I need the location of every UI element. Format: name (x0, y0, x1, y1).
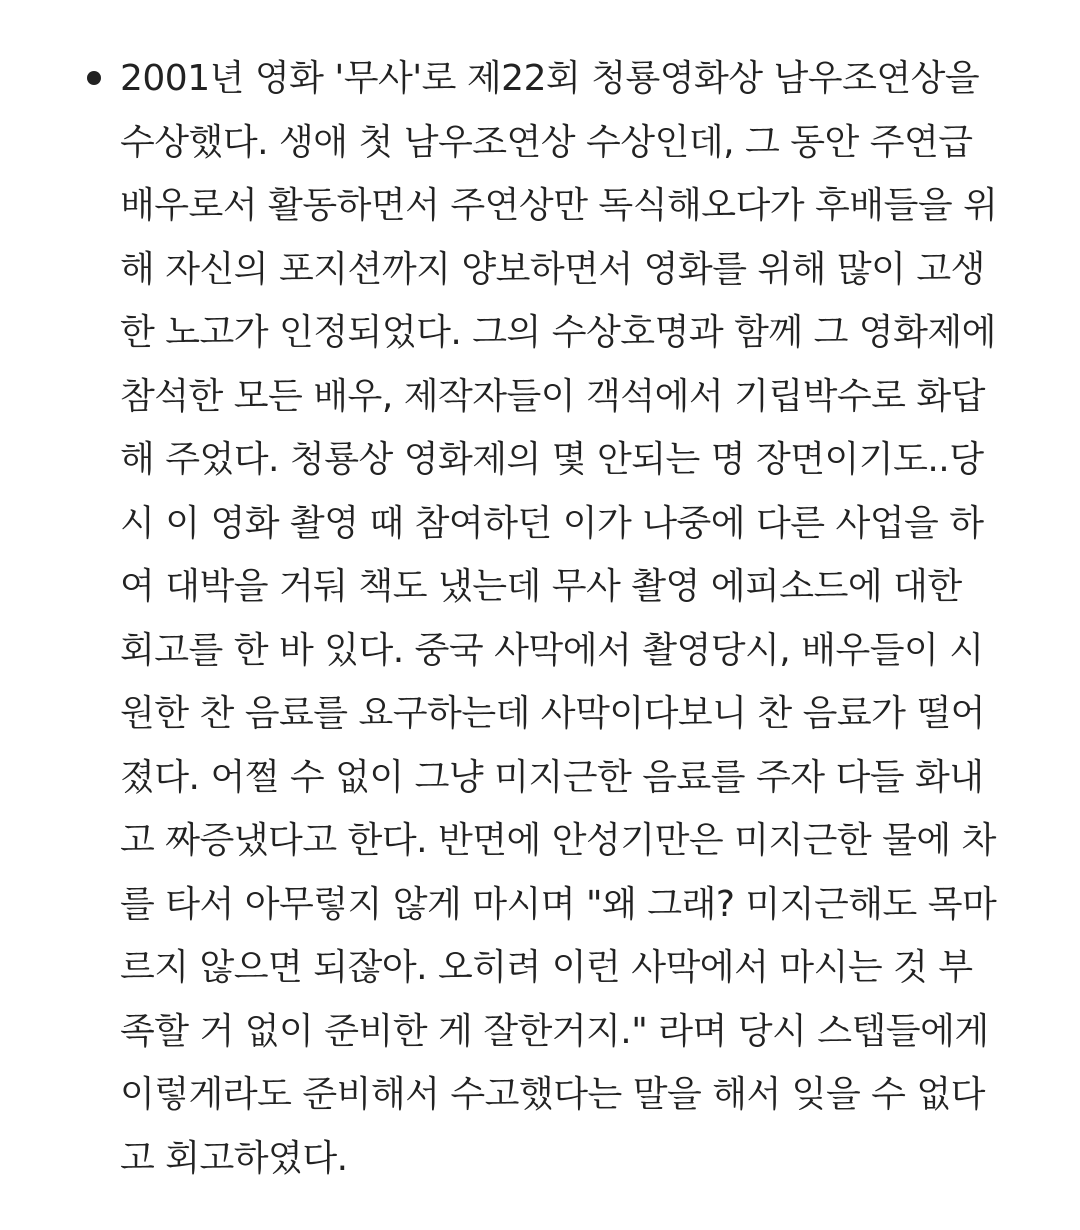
paragraph-text (120, 50, 1070, 1193)
text-line: 여 대박을 거둬 책도 냈는데 무사 촬영 에피소드에 대한 (120, 566, 962, 607)
text-line: 고 회고하였다. (120, 1137, 348, 1179)
text-line: 배우로서 활동하면서 주연상만 독식해오다가 후배들을 위 (120, 185, 998, 226)
text-line: 이렇게라도 준비해서 수고했다는 말을 해서 잊을 수 없다 (120, 1074, 985, 1115)
text-line: 2001년 영화 '무사'로 제22회 청룡영화상 남우조연상을 (120, 58, 980, 99)
text-line: 르지 않으면 되잖아. 오히려 이런 사막에서 마시는 것 부 (120, 947, 973, 988)
text-line: 족할 거 없이 준비한 게 잘한거지." 라며 당시 스텝들에게 (120, 1010, 989, 1052)
text-line: 졌다. 어쩔 수 없이 그냥 미지근한 음료를 주자 다들 화내 (120, 756, 984, 798)
text-line: 해 주었다. 청룡상 영화제의 몇 안되는 명 장면이기도..당 (120, 439, 984, 480)
text-line: 시 이 영화 촬영 때 참여하던 이가 나중에 다른 사업을 하 (120, 502, 984, 544)
text-line: 해 자신의 포지션까지 양보하면서 영화를 위해 많이 고생 (120, 248, 985, 290)
text-line: 한 노고가 인정되었다. 그의 수상호명과 함께 그 영화제에 (120, 312, 996, 353)
text-line: 를 타서 아무렇지 않게 마시며 "왜 그래? 미지근해도 목마 (120, 883, 997, 925)
bullet-dot-icon (87, 71, 101, 85)
text-line: 고 짜증냈다고 한다. 반면에 안성기만은 미지근한 물에 차 (120, 820, 996, 861)
text-line: 원한 찬 음료를 요구하는데 사막이다보니 찬 음료가 떨어 (120, 693, 985, 734)
text-line: 회고를 한 바 있다. 중국 사막에서 촬영당시, 배우들이 시 (120, 629, 984, 671)
text-line: 참석한 모든 배우, 제작자들이 객석에서 기립박수로 화답 (120, 375, 985, 417)
text-line: 수상했다. 생애 첫 남우조연상 수상인데, 그 동안 주연급 (120, 121, 973, 163)
